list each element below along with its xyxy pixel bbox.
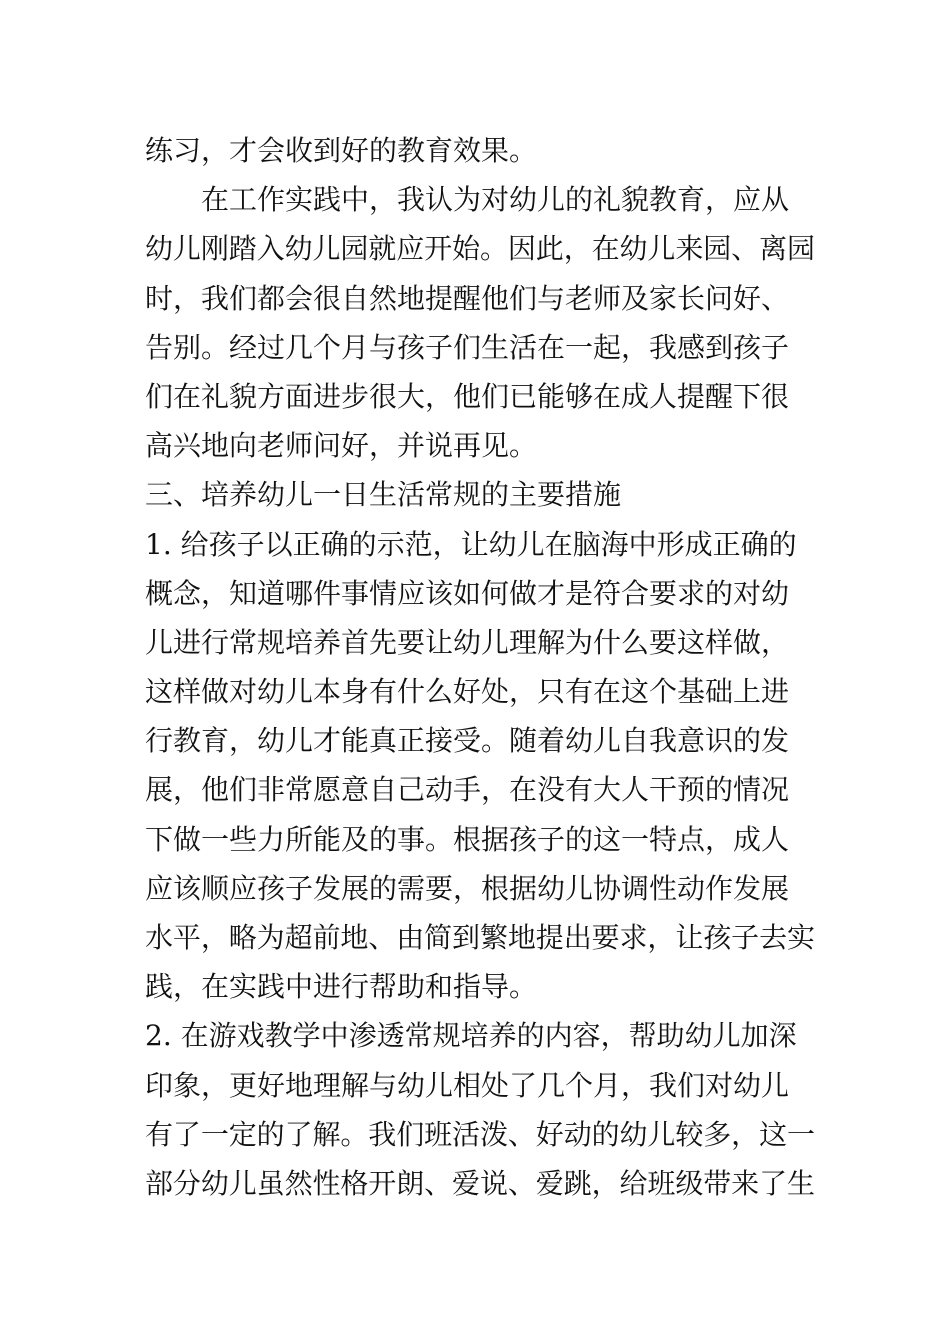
document-body — [145, 126, 815, 1208]
text-line: 三、培养幼儿一日生活常规的主要措施 — [145, 478, 622, 512]
text-line: 这样做对幼儿本身有什么好处，只有在这个基础上进 — [145, 675, 790, 709]
text-line: 在工作实践中，我认为对幼儿的礼貌教育，应从 — [201, 183, 790, 217]
text-line: 概念，知道哪件事情应该如何做才是符合要求的对幼 — [145, 576, 790, 610]
text-line: 1. 给孩子以正确的示范，让幼儿在脑海中形成正确的 — [145, 527, 797, 561]
text-line: 应该顺应孩子发展的需要，根据幼儿协调性动作发展 — [145, 871, 790, 905]
text-line: 下做一些力所能及的事。根据孩子的这一特点，成人 — [145, 822, 790, 856]
text-line: 告别。经过几个月与孩子们生活在一起，我感到孩子 — [145, 330, 790, 364]
text-line: 有了一定的了解。我们班活泼、好动的幼儿较多，这一 — [145, 1117, 815, 1151]
text-line: 2. 在游戏教学中渗透常规培养的内容，帮助幼儿加深 — [145, 1019, 797, 1053]
text-line: 印象，更好地理解与幼儿相处了几个月，我们对幼儿 — [145, 1068, 790, 1102]
text-line: 时，我们都会很自然地提醒他们与老师及家长问好、 — [145, 281, 790, 315]
text-line: 高兴地向老师问好，并说再见。 — [145, 429, 538, 463]
text-line: 练习，才会收到好的教育效果。 — [145, 134, 538, 167]
text-line: 行教育，幼儿才能真正接受。随着幼儿自我意识的发 — [145, 724, 790, 758]
text-line: 幼儿刚踏入幼儿园就应开始。因此，在幼儿来园、离园 — [145, 232, 815, 266]
text-line: 水平，略为超前地、由简到繁地提出要求，让孩子去实 — [145, 921, 815, 954]
text-line: 践，在实践中进行帮助和指导。 — [145, 970, 538, 1004]
text-line: 们在礼貌方面进步很大，他们已能够在成人提醒下很 — [145, 379, 790, 413]
text-line: 展，他们非常愿意自己动手，在没有大人干预的情况 — [145, 773, 790, 807]
text-line: 部分幼儿虽然性格开朗、爱说、爱跳，给班级带来了生 — [145, 1166, 815, 1200]
text-line: 儿进行常规培养首先要让幼儿理解为什么要这样做， — [145, 625, 790, 659]
